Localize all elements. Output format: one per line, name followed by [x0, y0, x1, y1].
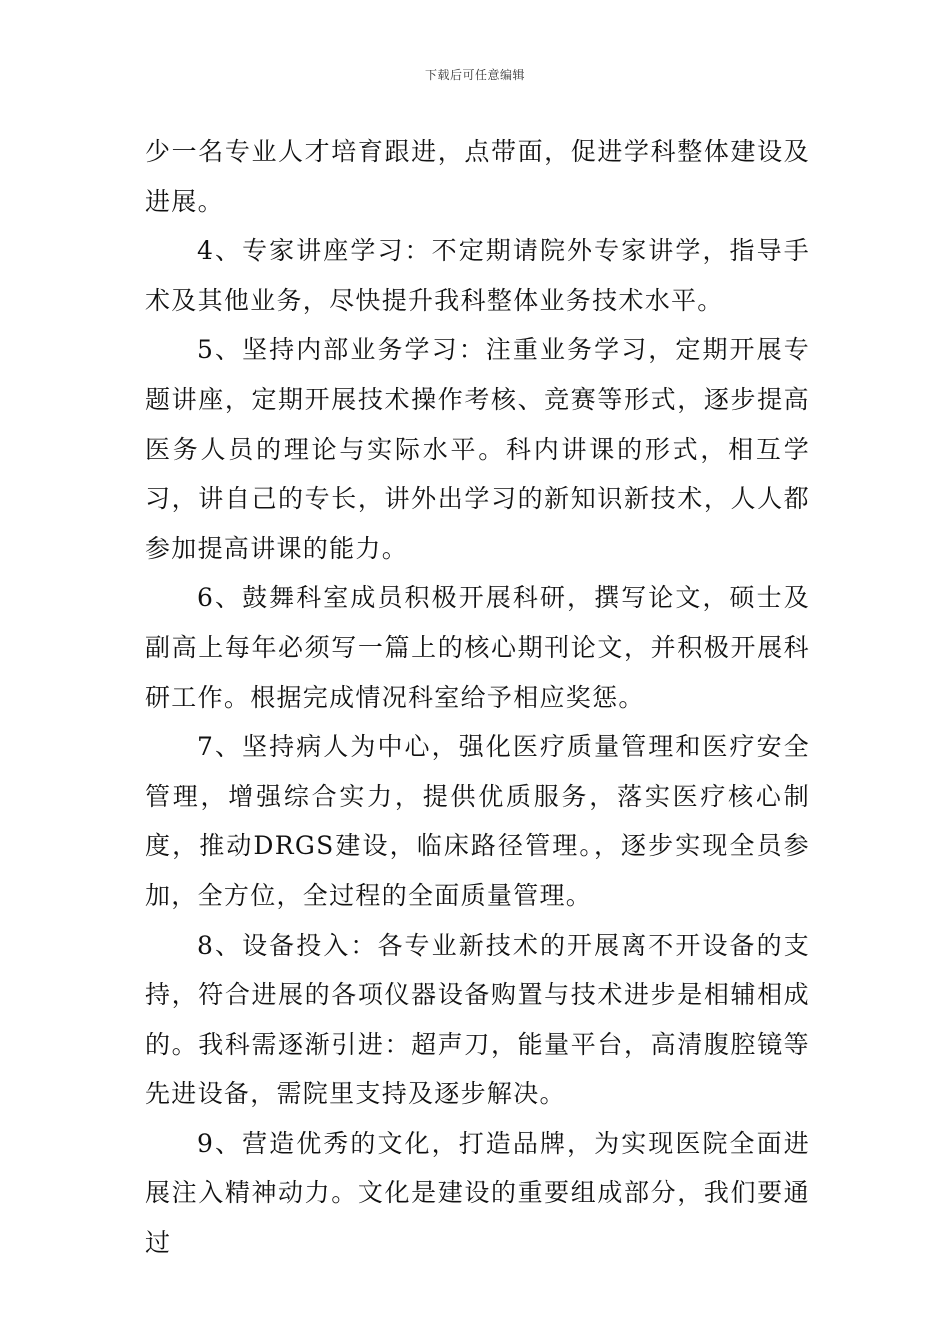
- paragraph-item-4: 4、专家讲座学习：不定期请院外专家讲学，指导手术及其他业务，尽快提升我科整体业务技术水平。: [145, 236, 810, 315]
- page-header: 下载后可任意编辑: [424, 68, 525, 82]
- paragraph-item-8: 8、设备投入：各专业新技术的开展离不开设备的支持，符合进展的各项仪器设备购置与技术进步是相辅相成的。我科需逐渐引进：超声刀，能量平台，高清腹腔镜等先进设备，需院里支持及逐步解决。: [145, 930, 810, 1109]
- paragraph-item-6: 6、鼓舞科室成员积极开展科研，撰写论文，硕士及副高上每年必须写一篇上的核心期刊论文，并积极开展科研工作。根据完成情况科室给予相应奖惩。: [145, 583, 810, 712]
- paragraph-item-9: 9、营造优秀的文化，打造品牌，为实现医院全面进展注入精神动力。文化是建设的重要组成部分，我们要通过: [145, 1128, 810, 1258]
- paragraph-item-5: 5、坚持内部业务学习：注重业务学习，定期开展专题讲座，定期开展技术操作考核、竞赛等形式，逐步提高医务人员的理论与实际水平。科内讲课的形式，相互学习，讲自己的专长，讲外出学习的新知识新技术，人人都参加提高讲课的能力。: [145, 335, 810, 563]
- document-body: [145, 127, 810, 1268]
- paragraph-item-7: 7、坚持病人为中心，强化医疗质量管理和医疗安全管理，增强综合实力，提供优质服务，落实医疗核心制度，推动DRGS建设，临床路径管理。，逐步实现全员参加，全方位，全过程的全面质量管理。: [145, 732, 810, 910]
- paragraph-continuation: 少一名专业人才培育跟进，点带面，促进学科整体建设及进展。: [145, 137, 810, 216]
